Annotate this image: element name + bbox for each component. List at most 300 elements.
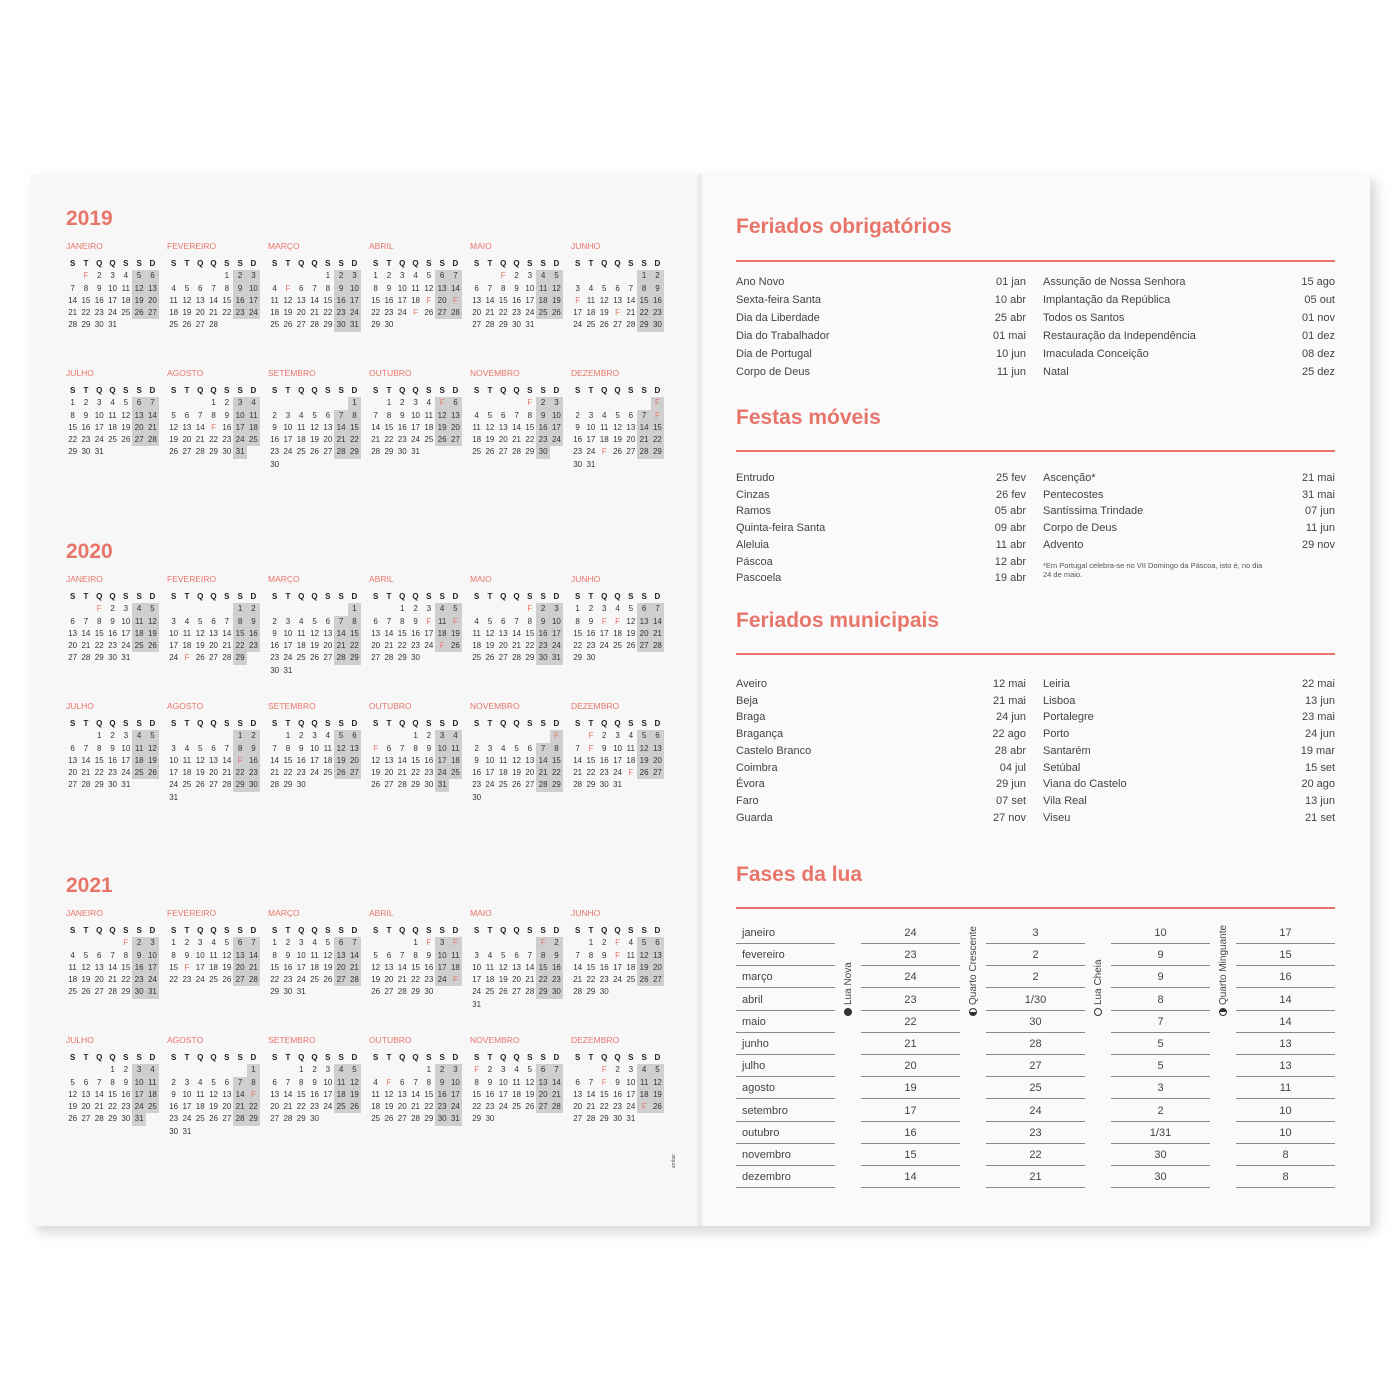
day: 22 xyxy=(233,640,246,652)
moon-value-cell xyxy=(861,922,960,944)
day: 3 xyxy=(285,410,291,420)
moon-phase-day: 5 xyxy=(1157,1060,1164,1073)
feriado-municipal-row xyxy=(736,762,1026,776)
day: 3 xyxy=(400,271,405,281)
empty-day xyxy=(295,270,308,282)
day: 25 xyxy=(182,780,192,790)
day: 1 xyxy=(211,398,216,408)
day: 5 xyxy=(487,616,493,626)
moon-value-cell xyxy=(861,1033,960,1055)
day: 21 xyxy=(348,962,361,974)
empty-day xyxy=(510,397,523,409)
moon-month-row xyxy=(736,1122,835,1144)
day: 24 xyxy=(247,307,260,319)
feriado-obrigatorio-row xyxy=(736,348,1026,362)
day: 25 xyxy=(68,987,78,997)
month-grid xyxy=(268,258,361,332)
moon-phase-day: 2 xyxy=(1157,1104,1164,1117)
day: 27 xyxy=(270,1114,280,1124)
day: 12 xyxy=(371,962,381,972)
day: 27 xyxy=(525,780,535,790)
day: 15 xyxy=(424,1089,434,1099)
day: 20 xyxy=(651,962,664,974)
month-name: MARÇO xyxy=(268,241,300,251)
feriado-municipal-date: 27 nov xyxy=(992,811,1026,824)
weekday-header: S xyxy=(628,259,634,268)
day: 26 xyxy=(613,447,622,457)
day: 9 xyxy=(588,616,594,626)
weekday-header: S xyxy=(527,386,533,395)
weekday-header: S xyxy=(426,386,432,395)
weekday-header: D xyxy=(351,386,358,395)
day: 30 xyxy=(384,320,394,330)
moon-month-row xyxy=(736,966,835,988)
day: 19 xyxy=(323,962,333,972)
day: 23 xyxy=(550,974,563,986)
weekday-header: S xyxy=(237,259,243,268)
month-name: FEVEREIRO xyxy=(167,241,217,251)
empty-day xyxy=(396,1064,409,1076)
weekday-header: T xyxy=(285,926,291,935)
day: 2 xyxy=(132,937,145,949)
day: 28 xyxy=(348,974,361,986)
feriado-municipal-name: Beja xyxy=(736,694,759,707)
day: 15 xyxy=(536,962,549,974)
day: 14 xyxy=(146,410,159,422)
day: 30 xyxy=(550,986,563,998)
day: 15 xyxy=(586,755,596,765)
weekday-header: S xyxy=(574,926,581,935)
day: 21 xyxy=(68,308,78,318)
day: 15 xyxy=(283,755,293,765)
day: 26 xyxy=(435,434,448,446)
day: 7 xyxy=(97,1077,102,1087)
day: 2 xyxy=(514,271,519,281)
day: 26 xyxy=(195,653,205,663)
weekday-header: Q xyxy=(601,926,608,935)
moon-phase-day: 19 xyxy=(904,1082,917,1095)
weekday-header: Q xyxy=(298,926,305,935)
festa-movel-name: Aleluia xyxy=(736,538,770,551)
day: 13 xyxy=(132,410,145,422)
day: 4 xyxy=(615,604,620,614)
moon-phase-day: 10 xyxy=(1279,1126,1292,1139)
day: 20 xyxy=(222,1102,232,1112)
day: 13 xyxy=(323,422,333,432)
moon-value-cell xyxy=(1111,1122,1210,1144)
holiday-day: F xyxy=(211,422,216,432)
day: 29 xyxy=(94,653,104,663)
moon-phase-day: 16 xyxy=(1279,971,1292,984)
weekday-header: S xyxy=(426,592,432,601)
day: 20 xyxy=(68,641,78,651)
day: 10 xyxy=(169,628,179,638)
day: 24 xyxy=(146,974,159,986)
day: 9 xyxy=(602,950,607,960)
day: 20 xyxy=(68,768,78,778)
day: 8 xyxy=(110,1077,115,1087)
day: 28 xyxy=(397,780,407,790)
day: 10 xyxy=(182,1089,192,1099)
moon-month-row xyxy=(736,1166,835,1188)
empty-day xyxy=(167,1064,180,1076)
day: 10 xyxy=(121,743,131,753)
moon-value-cell xyxy=(1111,1077,1210,1099)
day: 1 xyxy=(325,271,331,281)
day: 11 xyxy=(512,1077,521,1087)
day: 16 xyxy=(169,1102,179,1112)
day: 11 xyxy=(371,1089,380,1099)
empty-day xyxy=(194,730,207,742)
weekday-header: T xyxy=(588,259,594,268)
feriado-municipal-date: 20 ago xyxy=(1301,778,1335,791)
day: 28 xyxy=(512,653,521,663)
weekday-header: Q xyxy=(109,1053,116,1062)
day: 28 xyxy=(573,780,583,790)
day: 8 xyxy=(536,950,549,962)
day: 30 xyxy=(485,1114,495,1124)
month-grid xyxy=(167,1052,260,1138)
moon-value-cell xyxy=(861,1011,960,1033)
day: 24 xyxy=(573,320,583,330)
day: 3 xyxy=(325,1065,331,1075)
day: 12 xyxy=(435,410,448,422)
feriado-obrigatorio-date: 25 abr xyxy=(994,312,1026,324)
empty-day xyxy=(624,270,637,282)
day: 22 xyxy=(384,435,394,445)
day: 6 xyxy=(449,397,462,409)
day: 14 xyxy=(94,1089,104,1099)
day: 7 xyxy=(575,743,580,753)
moon-phase-day: 1/31 xyxy=(1149,1126,1172,1139)
weekday-header: S xyxy=(170,1053,177,1062)
festas-moveis-title: Festas móveis xyxy=(736,406,881,429)
day: 26 xyxy=(348,1101,361,1113)
day: 3 xyxy=(184,1077,190,1087)
day: 30 xyxy=(270,459,280,469)
day: 23 xyxy=(384,308,394,318)
day: 18 xyxy=(146,1089,159,1101)
moon-value-cell xyxy=(986,1166,1085,1188)
day: 3 xyxy=(550,397,563,409)
day: 2 xyxy=(312,1065,317,1075)
day: 22 xyxy=(498,308,508,318)
weekday-header: T xyxy=(83,259,89,268)
weekday-header: Q xyxy=(298,1053,305,1062)
weekday-header: S xyxy=(136,259,142,268)
feriado-obrigatorio-name: Dia do Trabalhador xyxy=(736,330,830,342)
day: 4 xyxy=(514,1065,519,1075)
feriado-municipal-name: Viana do Castelo xyxy=(1043,778,1127,791)
moon-phase-day: 23 xyxy=(904,993,917,1006)
feriado-municipal-row xyxy=(1043,678,1335,692)
month-grid xyxy=(571,385,664,471)
day: 2 xyxy=(224,398,230,408)
empty-day xyxy=(497,603,510,615)
day: 13 xyxy=(637,616,650,628)
weekday-header: S xyxy=(574,719,581,728)
empty-day xyxy=(584,270,597,282)
day: 24 xyxy=(626,1102,636,1112)
weekday-header: Q xyxy=(96,592,103,601)
empty-day xyxy=(167,730,180,742)
day: 22 xyxy=(536,974,549,986)
day: 23 xyxy=(586,641,596,651)
weekday-header: T xyxy=(386,926,392,935)
weekday-header: S xyxy=(527,1053,533,1062)
day: 2 xyxy=(110,604,115,614)
day: 9 xyxy=(299,743,304,753)
day: 23 xyxy=(169,1114,179,1124)
holiday-day: F xyxy=(373,743,379,753)
day: 5 xyxy=(312,410,317,420)
day: 19 xyxy=(525,1089,535,1099)
day: 19 xyxy=(68,1102,78,1112)
day: 18 xyxy=(323,755,333,765)
weekday-header: D xyxy=(654,719,661,728)
day: 16 xyxy=(334,295,347,307)
holiday-day: F xyxy=(386,1077,392,1087)
day: 10 xyxy=(613,743,622,753)
moon-value-cell xyxy=(861,1122,960,1144)
weekday-header: S xyxy=(69,926,76,935)
feriado-obrigatorio-date: 01 nov xyxy=(1301,312,1335,324)
empty-day xyxy=(409,1064,422,1076)
month-name: AGOSTO xyxy=(167,368,204,378)
empty-day xyxy=(611,270,624,282)
day: 13 xyxy=(498,422,508,432)
day: 3 xyxy=(132,1064,145,1076)
weekday-header: Q xyxy=(399,1053,406,1062)
day: 17 xyxy=(424,628,434,638)
day: 22 xyxy=(94,768,104,778)
day: 24 xyxy=(283,653,293,663)
day: 6 xyxy=(435,270,448,282)
day: 8 xyxy=(233,743,246,755)
day: 2 xyxy=(97,271,102,281)
day: 28 xyxy=(283,1114,293,1124)
day: 10 xyxy=(323,1077,333,1087)
moon-phase-day: 24 xyxy=(904,971,917,984)
day: 16 xyxy=(108,628,117,638)
day: 21 xyxy=(525,975,535,985)
day: 4 xyxy=(70,950,75,960)
month-grid xyxy=(470,591,563,665)
day: 14 xyxy=(233,1089,246,1101)
month-name: NOVEMBRO xyxy=(470,1035,520,1045)
day: 1 xyxy=(348,397,361,409)
day: 19 xyxy=(132,295,145,307)
weekday-header: S xyxy=(237,719,243,728)
day: 28 xyxy=(108,987,117,997)
feriados-municipais-title: Feriados municipais xyxy=(736,609,940,632)
weekday-header: S xyxy=(338,259,344,268)
day: 16 xyxy=(512,295,521,305)
day: 9 xyxy=(615,1077,620,1087)
day: 30 xyxy=(334,319,347,331)
weekday-header: Q xyxy=(109,592,116,601)
month-grid xyxy=(167,385,260,459)
empty-day xyxy=(510,730,523,742)
feriado-obrigatorio-name: Implantação da República xyxy=(1043,294,1171,306)
day: 14 xyxy=(573,755,583,765)
day: 29 xyxy=(599,1114,609,1124)
day: 20 xyxy=(651,755,664,767)
weekday-header: Q xyxy=(399,259,406,268)
day: 9 xyxy=(184,950,190,960)
day: 12 xyxy=(485,628,495,638)
day: 2 xyxy=(285,938,291,948)
day: 28 xyxy=(209,320,218,330)
day: 7 xyxy=(348,937,361,949)
empty-day xyxy=(79,1064,92,1076)
weekday-header: S xyxy=(540,592,546,601)
day: 7 xyxy=(285,1077,291,1087)
day: 12 xyxy=(371,755,381,765)
moon-month-row xyxy=(736,1033,835,1055)
day: 14 xyxy=(247,950,260,962)
festa-movel-row xyxy=(1043,472,1335,486)
day: 6 xyxy=(97,950,102,960)
day: 19 xyxy=(169,435,179,445)
day: 11 xyxy=(182,628,192,638)
day: 5 xyxy=(198,743,203,753)
empty-day xyxy=(382,730,395,742)
month-name: OUTUBRO xyxy=(369,701,412,711)
day: 20 xyxy=(270,1102,280,1112)
day: 13 xyxy=(146,283,159,295)
month-name: JULHO xyxy=(66,701,94,711)
day: 13 xyxy=(498,628,508,638)
day: 4 xyxy=(184,743,190,753)
day: 28 xyxy=(371,447,381,457)
day: 14 xyxy=(397,755,407,765)
day: 16 xyxy=(222,422,232,432)
day: 24 xyxy=(182,1114,192,1124)
day: 14 xyxy=(384,628,394,638)
day: 10 xyxy=(435,950,448,962)
day: 6 xyxy=(211,616,216,626)
feriado-municipal-row xyxy=(1043,711,1335,725)
moon-phase-day: 2 xyxy=(1032,949,1039,962)
empty-day xyxy=(637,397,650,409)
day: 24 xyxy=(296,975,306,985)
day: 13 xyxy=(81,1089,91,1099)
day: 12 xyxy=(512,755,521,765)
day: 8 xyxy=(575,616,580,626)
day: 3 xyxy=(123,604,129,614)
moon-phase-day: 10 xyxy=(1154,927,1167,939)
day: 7 xyxy=(449,270,462,282)
day: 20 xyxy=(525,768,535,778)
month-name: MAIO xyxy=(470,241,492,251)
day: 28 xyxy=(270,780,280,790)
feriado-municipal-name: Faro xyxy=(736,794,759,807)
day: 4 xyxy=(247,397,260,409)
day: 23 xyxy=(573,447,583,457)
day: 23 xyxy=(651,307,664,319)
festa-movel-row xyxy=(736,556,1026,570)
day: 19 xyxy=(371,768,381,778)
day: 24 xyxy=(94,435,104,445)
day: 30 xyxy=(424,987,434,997)
day: 21 xyxy=(310,308,319,318)
day: 27 xyxy=(435,307,448,319)
day: 19 xyxy=(637,962,650,974)
festa-movel-date: 09 abr xyxy=(994,522,1026,535)
day: 27 xyxy=(384,987,394,997)
day: 27 xyxy=(449,434,462,446)
day: 4 xyxy=(449,730,462,742)
weekday-header: S xyxy=(426,719,432,728)
moon-month-row xyxy=(736,1055,835,1077)
day: 14 xyxy=(209,295,218,305)
day: 12 xyxy=(169,422,179,432)
day: 29 xyxy=(384,447,394,457)
day: 29 xyxy=(550,779,563,791)
month-name: MAIO xyxy=(470,574,492,584)
day: 3 xyxy=(426,604,432,614)
day: 16 xyxy=(94,295,104,305)
day: 6 xyxy=(501,410,506,420)
day: 21 xyxy=(586,1102,596,1112)
day: 19 xyxy=(651,1089,664,1101)
empty-day xyxy=(321,397,334,409)
feriado-municipal-row xyxy=(1043,778,1335,792)
day: 16 xyxy=(485,1089,495,1099)
empty-day xyxy=(233,1064,246,1076)
empty-day xyxy=(611,397,624,409)
holiday-day: F xyxy=(96,604,102,614)
day: 7 xyxy=(527,950,533,960)
day: 22 xyxy=(121,975,131,985)
day: 28 xyxy=(525,987,535,997)
month-grid xyxy=(167,925,260,986)
day: 14 xyxy=(334,628,347,640)
day: 9 xyxy=(426,743,432,753)
day: 25 xyxy=(586,320,596,330)
month-name: JANEIRO xyxy=(66,574,103,584)
day: 29 xyxy=(233,779,246,791)
day: 17 xyxy=(435,755,448,767)
day: 14 xyxy=(512,422,521,432)
day: 24 xyxy=(550,640,563,652)
day: 17 xyxy=(599,628,609,638)
day: 23 xyxy=(108,768,117,778)
moon-phase-day: 14 xyxy=(1279,1015,1292,1028)
day: 21 xyxy=(334,434,347,446)
holiday-day: F xyxy=(536,937,549,949)
day: 2 xyxy=(233,270,246,282)
weekday-header: S xyxy=(136,926,142,935)
day: 2 xyxy=(413,604,418,614)
day: 20 xyxy=(81,1102,91,1112)
weekday-header: S xyxy=(123,719,129,728)
day: 15 xyxy=(68,422,78,432)
day: 1 xyxy=(637,270,650,282)
moon-month-row xyxy=(736,944,835,966)
empty-day xyxy=(268,730,281,742)
day: 22 xyxy=(81,308,91,318)
feriado-obrigatorio-row xyxy=(736,312,1026,326)
day: 2 xyxy=(602,731,607,741)
day: 18 xyxy=(108,422,117,432)
day: 19 xyxy=(146,628,159,640)
weekday-header: S xyxy=(69,1053,76,1062)
month-name: JANEIRO xyxy=(66,908,103,918)
empty-day xyxy=(483,603,496,615)
month-grid xyxy=(369,925,462,999)
